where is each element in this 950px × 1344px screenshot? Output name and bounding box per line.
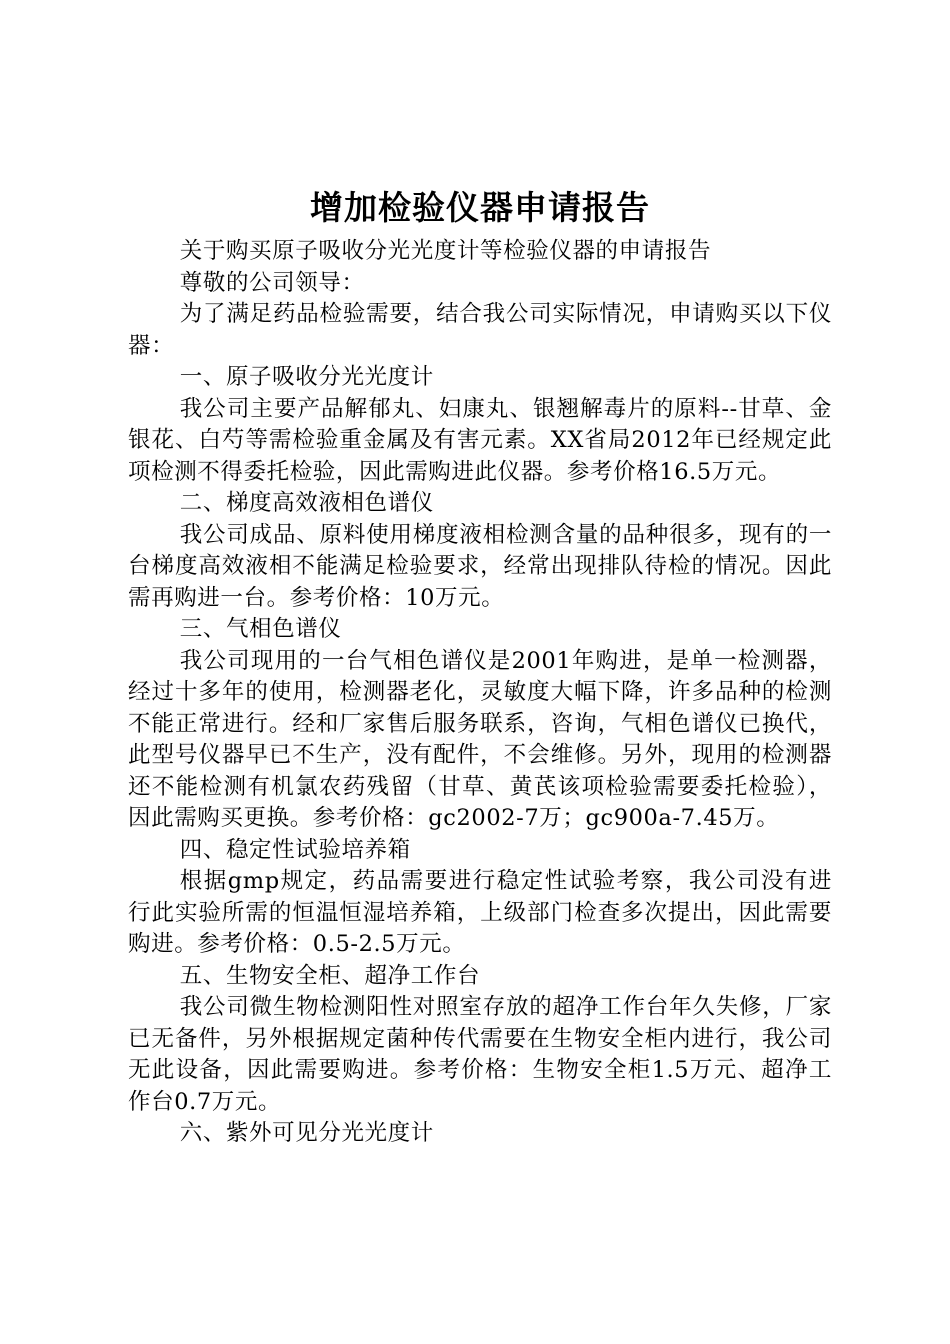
intro-paragraph: 为了满足药品检验需要，结合我公司实际情况，申请购买以下仪器：: [128, 301, 832, 359]
report-subject: 关于购买原子吸收分光光度计等检验仪器的申请报告: [179, 238, 712, 264]
document-page: [128, 186, 832, 1150]
section-heading-3: 三、气相色谱仪: [179, 616, 342, 642]
section-heading-4: 四、稳定性试验培养箱: [179, 836, 411, 863]
section-body-2: 我公司成品、原料使用梯度液相检测含量的品种很多，现有的一台梯度高效液相不能满足检验要求，经常出现排队待检的情况。因此需再购进一台。参考价格：10万元。: [128, 521, 832, 611]
section-heading-6: 六、紫外可见分光光度计: [179, 1120, 434, 1146]
section-body-5: 我公司微生物检测阳性对照室存放的超净工作台年久失修，厂家已无备件，另外根据规定菌种传代需要在生物安全柜内进行，我公司无此设备，因此需要购进。参考价格：生物安全柜1.5万元、超净工作台0.7万元。: [128, 994, 832, 1115]
section-heading-5: 五、生物安全柜、超净工作台: [179, 962, 481, 989]
section-body-1: 我公司主要产品解郁丸、妇康丸、银翘解毒片的原料--甘草、金银花、白芍等需检验重金属及有害元素。XX省局2012年已经规定此项检测不得委托检验，因此需购进此仪器。参考价格16.5万元。: [128, 395, 832, 485]
salutation: 尊敬的公司领导：: [179, 269, 365, 296]
document-title: 增加检验仪器申请报告: [310, 188, 650, 227]
section-heading-2: 二、梯度高效液相色谱仪: [179, 490, 434, 516]
section-body-3: 我公司现用的一台气相色谱仪是2001年购进，是单一检测器，经过十多年的使用，检测器老化，灵敏度大幅下降，许多品种的检测不能正常进行。经和厂家售后服务联系，咨询，气相色谱仪已换代，此型号仪器早已不生产，没有配件，不会维修。另外，现用的检测器还不能检测有机氯农药残留（甘草、黄芪该项检验需要委托检验），因此需购买更换。参考价格：gc2002-7万；gc900a-7.45万。: [128, 647, 832, 831]
section-heading-1: 一、原子吸收分光光度计: [179, 364, 434, 390]
section-body-4: 根据gmp规定，药品需要进行稳定性试验考察，我公司没有进行此实验所需的恒温恒湿培养箱，上级部门检查多次提出，因此需要购进。参考价格：0.5-2.5万元。: [128, 868, 832, 957]
